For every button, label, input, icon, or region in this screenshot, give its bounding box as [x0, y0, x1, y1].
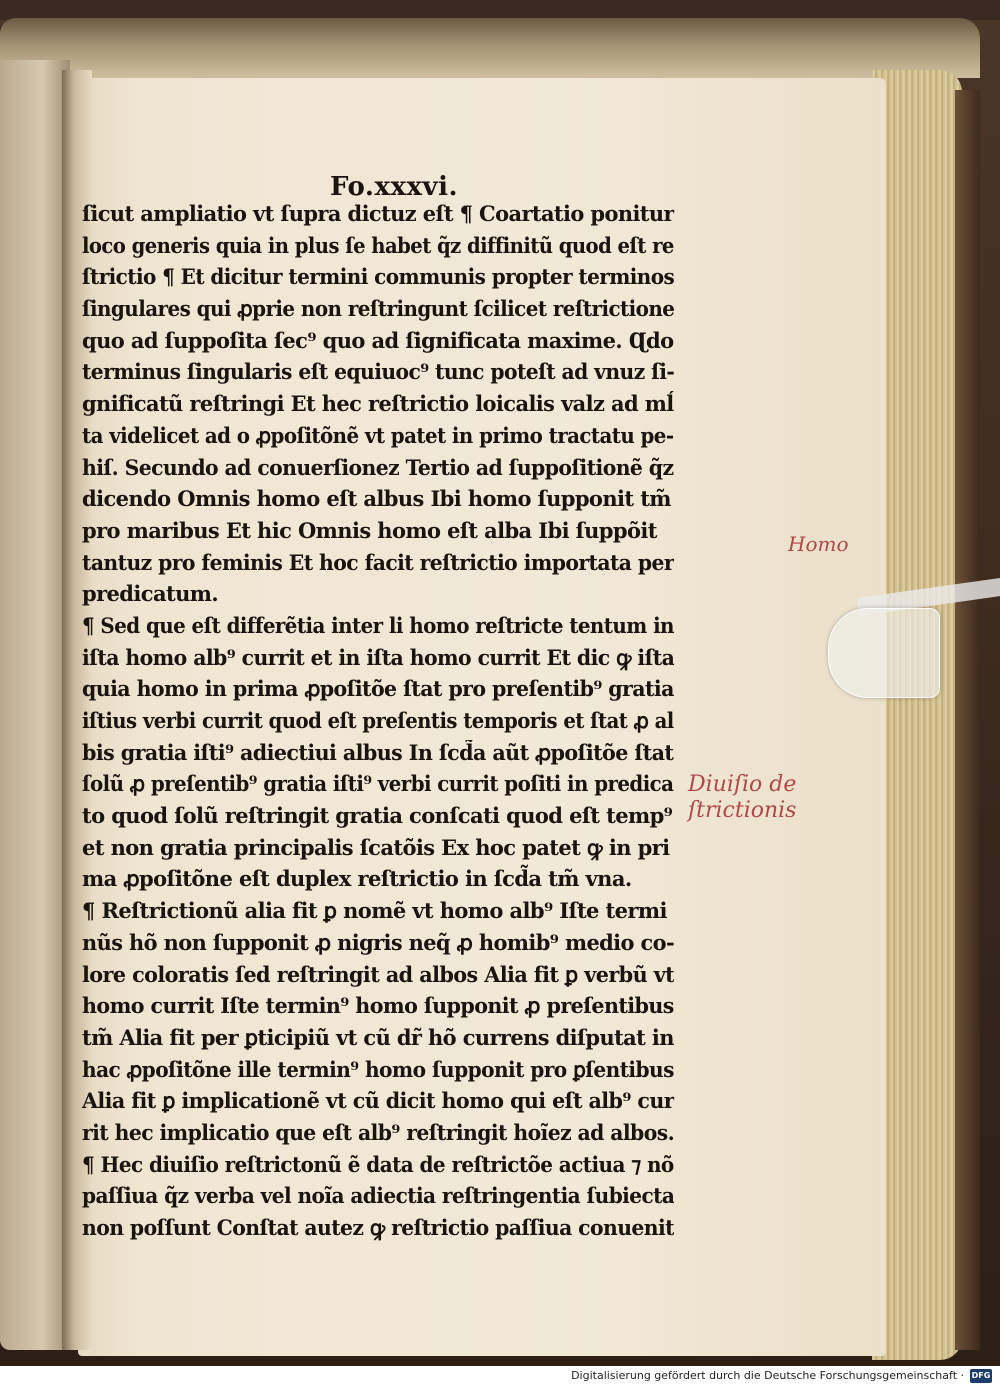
text-line: homo currit Iſte termin⁹ homo ſupponit ꝓ preſentibus [82, 993, 674, 1019]
text-line: ſtrictio ¶ Et dicitur termini communis propter terminos [82, 264, 675, 290]
text-line: tm̃ Alia fit per ꝑticipiũ vt cũ dr̃ hõ currens diſputat in [82, 1024, 674, 1050]
text-line: quo ad ſuppoſita ſec⁹ quo ad ſignificata maxime. Ɋdo [82, 327, 674, 353]
text-line: ſolũ ꝓ preſentib⁹ gratia iſti⁹ verbi currit poſiti in predica [82, 771, 674, 797]
text-line: ¶ Sed que eſt differẽtia inter li homo reſtricte tentum in [82, 612, 674, 638]
text-line: hiſ. Secundo ad conuerſionez Tertio ad ſuppoſitionẽ q̃z [82, 454, 674, 480]
dfg-logo-icon: DFG [970, 1369, 992, 1383]
text-line: ma ꝓpoſitõne eſt duplex reſtrictio in ſcd̃a tm̃ vna. [82, 866, 632, 892]
text-line: ta videlicet ad o ꝓpoſitõnẽ vt patet in primo tractatu pe- [82, 422, 674, 448]
marginal-note-homo: Homo [788, 532, 849, 556]
main-text-block [82, 198, 682, 1244]
book-cover-edge [955, 90, 980, 1350]
text-line: bis gratia iſti⁹ adiectiui albus In ſcd̃a aũt ꝓpoſitõe ſtat [82, 739, 674, 765]
footer-credit: Digitalisierung gefördert durch die Deutsche Forschungsgemeinschaft · [571, 1369, 964, 1382]
text-line: gnificatũ reſtringi Et hec reſtrictio loicalis valz ad mĺ [82, 391, 674, 417]
text-line: dicendo Omnis homo eſt albus Ibi homo ſupponit tm̃ [82, 486, 671, 512]
text-line: ¶ Reſtrictionũ alia fit ꝑ nomẽ vt homo alb⁹ Iſte termi [82, 898, 667, 924]
text-line: iſtius verbi currit quod eſt preſentis temporis et ſtat ꝓ al [82, 708, 674, 733]
text-line: paſſiua q̃z verba vel noĩa adiectia reſtringentia ſubiecta [82, 1183, 675, 1209]
text-line: predicatum. [82, 581, 219, 607]
bookmark-clip [828, 608, 940, 698]
left-page-edge [0, 60, 70, 1350]
footer-bar [0, 1366, 1000, 1387]
text-line: to quod ſolũ reſtringit gratia conſcati quod eſt temp⁹ [82, 803, 673, 829]
text-line: ſicut ampliatio vt ſupra dictuz eſt ¶ Coartatio ponitur [82, 201, 674, 226]
folio-heading: Fo.xxxvi. [330, 172, 459, 202]
text-line: loco generis quia in plus ſe habet q̃z diffinitũ quod eſt re [82, 232, 674, 258]
book-top-edge [0, 18, 980, 78]
text-line: Alia fit ꝑ implicationẽ vt cũ dicit homo qui eſt alb⁹ cur [82, 1088, 675, 1114]
text-line: quia homo in prima ꝓpoſitõe ſtat pro preſentib⁹ gratia [82, 676, 674, 702]
marginal-note-divisio-line: ſtrictionis [688, 798, 797, 823]
text-line: nũs hõ non ſupponit ꝓ nigris neq̃ ꝓ homib⁹ medio co- [82, 929, 675, 955]
text-line: rit hec implicatio que eſt alb⁹ reſtringit hoĩez ad albos. [82, 1119, 675, 1145]
text-line: pro maribus Et hic Omnis homo eſt alba Ibi ſuppõit [82, 517, 657, 543]
marginal-note-divisio-line: Diuiſio de [688, 772, 797, 797]
marginal-note-divisio [688, 772, 858, 824]
text-line: ſingulares qui ꝓprie non reſtringunt ſcilicet reſtrictione [82, 296, 675, 322]
text-line: terminus ſingularis eſt equiuoc⁹ tunc poteſt ad vnuz ſi- [82, 359, 675, 385]
text-line: tantuz pro feminis Et hoc facit reſtrictio importata per [82, 549, 675, 575]
text-line: et non gratia principalis ſcatõis Ex hoc patet ꝙ in pri [82, 834, 670, 860]
text-line: lore coloratis ſed reſtringit ad albos Alia fit ꝑ verbũ vt [82, 961, 674, 987]
text-line: hac ꝓpoſitõne ille termin⁹ homo ſupponit pro ꝑſentibus [82, 1056, 674, 1082]
text-line: iſta homo alb⁹ currit et in iſta homo currit Et dic ꝙ iſta [82, 644, 674, 670]
text-line: non poſſunt Conſtat autez ꝙ reſtrictio paſſiua conuenit [82, 1215, 674, 1240]
text-line: ¶ Hec diuiſio reſtrictonũ ẽ data de reſtrictõe actiua ⁊ nõ [82, 1151, 674, 1177]
